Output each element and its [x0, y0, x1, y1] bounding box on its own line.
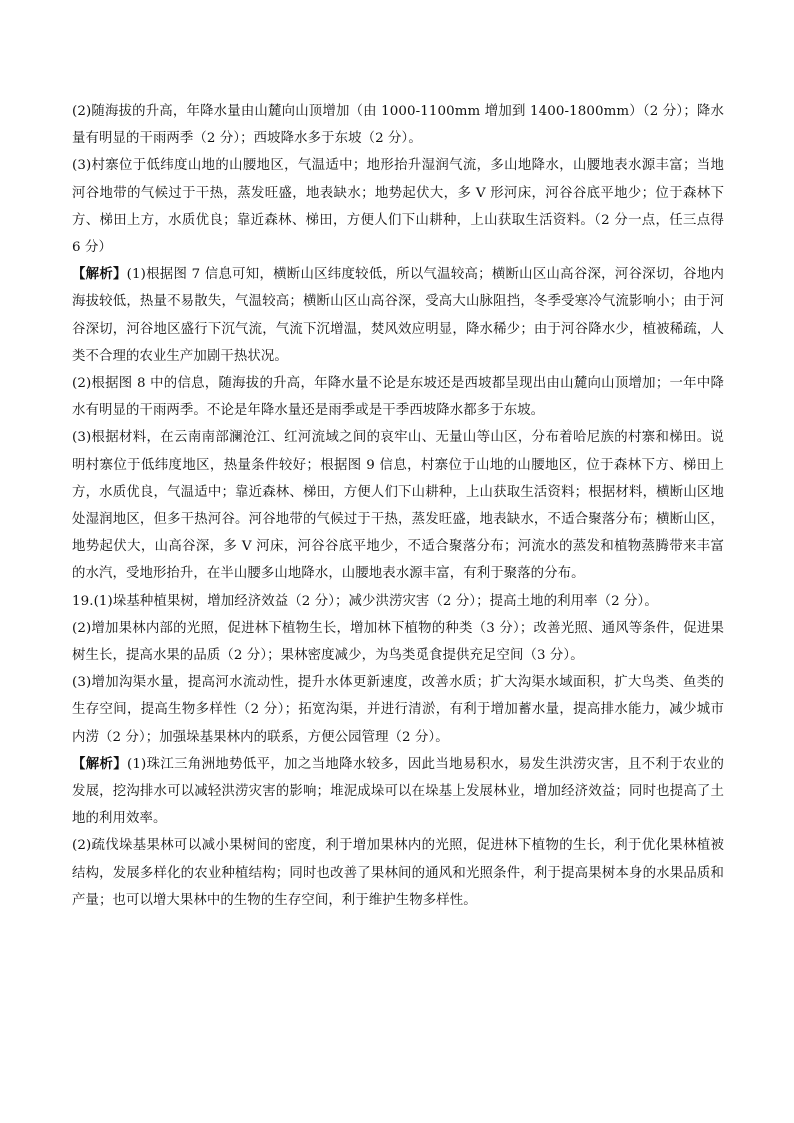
paragraph-text: (3)根据材料，在云南南部澜沧江、红河流域之间的哀牢山、无量山等山区，分布着哈尼族的村寨和梯田。说明村寨位于低纬度地区，热量条件较好；根据图 9 信息，村寨位于山地的山腰地区，位于森林下方、梯田上方，水质优良，气温适中；靠近森林、梯田，方便人们下山耕种，上山获取生活资料；根据材料，横断山区地处湿润地区，但多干热河谷。河谷地带的气候过于干热，蒸发旺盛，地表缺水，不适合聚落分布；横断山区，地势起伏大，山高谷深，多 V 河床，河谷谷底平地少，不适合聚落分布；河流水的蒸发和植物蒸腾带来丰富的水汽，受地形抬升，在半山腰多山地降水，山腰地表水源丰富，有利于聚落的分布。 — [72, 430, 724, 582]
paragraph-answer-2 — [72, 98, 724, 152]
analysis-tag: 【解析】 — [72, 755, 128, 772]
paragraph-answer-3 — [72, 152, 724, 261]
paragraph-text: (1)珠江三角洲地势低平，加之当地降水较多，因此当地易积水，易发生洪涝灾害，且不利于农业的发展，挖沟排水可以减轻洪涝灾害的影响；堆泥成垛可以在垛基上发展林业，增加经济效益；同时也提高了土地的利用效率。 — [72, 756, 725, 827]
paragraph-text: (2)增加果林内部的光照，促进林下植物生长，增加林下植物的种类（3 分）；改善光照、通风等条件，促进果树生长，提高水果的品质（2 分）；果林密度减少，为鸟类觅食提供充足空间（3 分）。 — [72, 620, 724, 664]
paragraph-q19-analysis-2 — [72, 832, 724, 914]
paragraph-q19-answer-1 — [72, 588, 724, 615]
paragraph-text: (3)村寨位于低纬度山地的山腰地区，气温适中；地形抬升湿润气流，多山地降水，山腰地表水源丰富；当地河谷地带的气候过于干热，蒸发旺盛，地表缺水；地势起伏大，多 V 形河床，河谷谷底平地少；位于森林下方、梯田上方，水质优良；靠近森林、梯田，方便人们下山耕种，上山获取生活资料。（2 分一点，任三点得 6 分） — [72, 158, 724, 256]
paragraph-text: (3)增加沟渠水量，提高河水流动性，提升水体更新速度，改善水质；扩大沟渠水域面积，扩大鸟类、鱼类的生存空间，提高生物多样性（2 分）；拓宽沟渠，并进行清淤，有利于增加蓄水量，提高排水能力，减少城市内涝（2 分）；加强垛基果林内的联系，方便公园管理（2 分）。 — [72, 675, 724, 745]
paragraph-text: (2)根据图 8 中的信息，随海拔的升高，年降水量不论是东坡还是西坡都呈现出由山麓向山顶增加；一年中降水有明显的干雨两季。不论是年降水量还是雨季或是干季西坡降水都多于东坡。 — [72, 376, 724, 419]
document-body — [72, 98, 724, 914]
paragraph-analysis-2 — [72, 370, 724, 424]
paragraph-analysis-1 — [72, 261, 724, 370]
paragraph-text: 19.(1)垛基种植果树，增加经济效益（2 分）；减少洪涝灾害（2 分）；提高土地的利用率（2 分）。 — [72, 593, 658, 609]
paragraph-q19-analysis-1 — [72, 751, 724, 833]
paragraph-q19-answer-3 — [72, 669, 724, 751]
analysis-tag: 【解析】 — [72, 266, 127, 283]
paragraph-text: (2)随海拔的升高，年降水量由山麓向山顶增加（由 1000-1100mm 增加到 1400-1800mm）（2 分）；降水量有明显的干雨两季（2 分）；西坡降水多于东坡（2 分）。 — [72, 104, 724, 147]
paragraph-analysis-3 — [72, 424, 724, 587]
paragraph-q19-answer-2 — [72, 615, 724, 669]
paragraph-text: (1)根据图 7 信息可知，横断山区纬度较低，所以气温较高；横断山区山高谷深，河谷深切，谷地内海拔较低，热量不易散失，气温较高；横断山区山高谷深，受高大山脉阻挡，冬季受寒冷气流影响小；由于河谷深切，河谷地区盛行下沉气流，气流下沉增温，焚风效应明显，降水稀少；由于河谷降水少，植被稀疏，人类不合理的农业生产加剧干热状况。 — [72, 267, 724, 364]
paragraph-text: (2)疏伐垛基果林可以减小果树间的密度，利于增加果林内的光照，促进林下植物的生长，利于优化果林植被结构，发展多样化的农业种植结构；同时也改善了果林间的通风和光照条件，利于提高果树本身的水果品质和产量；也可以增大果林中的生物的生存空间，利于维护生物多样性。 — [72, 838, 724, 908]
